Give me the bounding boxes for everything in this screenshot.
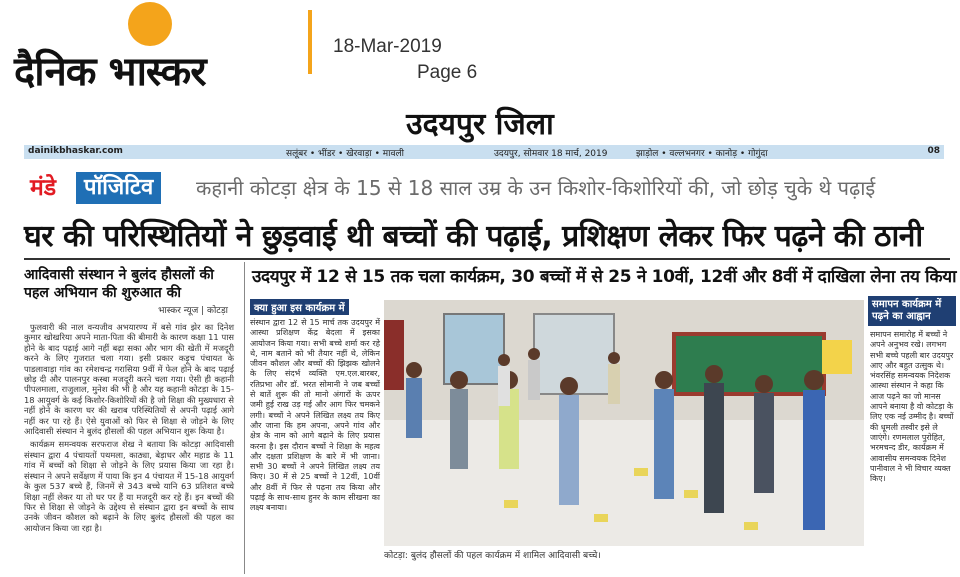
left-story-heading: आदिवासी संस्थान ने बुलंद हौसलों की पहल अभियान की शुरुआत की [24,267,214,301]
folio-dateline: उदयपुर, सोमवार 18 मार्च, 2019 [494,149,608,159]
right-story [868,296,956,574]
headline-rule [24,258,950,260]
middle-story-heading: क्या हुआ इस कार्यक्रम में [250,299,349,315]
kicker-text: कहानी कोटड़ा क्षेत्र के 15 से 18 साल उम्र के उन किशोर-किशोरियों की, जो छोड़ चुके थे पढ़ाई [196,176,876,200]
middle-story [250,296,380,574]
column-divider [244,262,245,574]
main-headline: घर की परिस्थितियों ने छुड़वाई थी बच्चों की पढ़ाई, प्रशिक्षण लेकर फिर पढ़ने की ठानी [24,219,923,254]
masthead [0,0,960,95]
news-photo [384,300,864,546]
folio-website: dainikbhaskar.com [28,146,123,156]
folio-bar [24,145,944,159]
left-story-body [20,316,238,533]
left-story-paragraph: फुलवारी की नाल वन्यजीव अभयारण्य में बसे गांव झेर का दिनेश कुमार खोखरिया अपने माता-पिता की बीमारी के कारण कक्षा 11 पास होने के बाद पढ़ाई आगे नहीं बढ़ा सका और भाग की खेती में मजदूरी करने के लिए गुजरात चला गया। इसी प्रकार कड़ूच पंचायत के पाडलावाड़ा गांव का रमेशचन्द्र गरासिया 9वीं में फेल होने के बाद पढ़ाई छोड़ दी और पालनपुर कस्बा मजदूरी करने चला गया। ऐसी ही कहानी पीपलमाला, राजुलाल, मुनेश की भी है और यह कहानी कोटड़ा के 15-18 आयुवर्ग के कई किशोर-किशोरियों की है जो शिक्षा की मुख्यधारा से नहीं होने के कारण घर की खराब परिस्थितियों से अपनी पढ़ाई आगे नहीं कर पा रहे हैं। ऐसे युवाओं को फिर से शिक्षा से जोड़ने के लिए आदिवासी संस्थान ने बुलंद हौसलों की पहल अभियान शुरू किया है। [24,322,234,437]
middle-story-body: संस्थान द्वारा 12 से 15 मार्च तक उदयपुर में आस्था प्रशिक्षण केंद्र बेदला में इसका आयोजन किया गया। सभी बच्चे शर्मा कर रहे थे, नाम बताने को भी तैयार नहीं थे, लेकिन जीवन कौशल और बच्चों की झिझक खोलने के लिए संदर्भ व्यक्ति एम.एल.बारबर, रतिप्रभा और डॉ. भरत सोमानी ने जब बच्चों से बातें शुरू की तो मानो अंगारों के ऊपर जमी हुई राख उड़ गई और आग फिर चमकने लगी। बच्चों ने अपने लिखित लक्ष्य तय किए और जाना कि हम अपना, अपने गांव और क्षेत्र के नाम को आगे बढ़ाने के लिए प्रयास करना है। इस दौरान बच्चों ने शिक्षा के महत्व और दक्षता प्रशिक्षण के बारे में भी जाना। सभी 30 बच्चों ने अपने लिखित लक्ष्य तय किए। 30 में से 25 बच्चों ने 12वीं, 10वीं और 8वीं में फिर से पढ़ना तय किया और पढ़ाई के साथ-साथ हुनर के काम सीखना का लक्ष्य बनाया। [250,318,380,513]
photo-caption: कोटड़ा: बुलंद हौसलों की पहल कार्यक्रम में शामिल आदिवासी बच्चे। [384,551,601,561]
left-story [20,262,238,572]
masthead-divider [308,10,312,74]
left-story-paragraph: कार्यक्रम समन्वयक सरफराज शेख ने बताया कि कोटड़ा आदिवासी संस्थान द्वारा 4 पंचायतों पथमला, काठ्या, बेड़ाधर और महाड के 11 गांव में बच्चों को शिक्षा से जोड़ने के लिए प्रयास किया जा रहा है। संस्थान ने अपने सर्वेक्षण में पाया कि इन 4 पंचायत में 15-18 आयुवर्ग के कुल 537 बच्चे हैं, जिनमें से 343 बच्चे यानि 63 प्रतिशत बच्चे शिक्षा नहीं लेकर या तो घर पर हैं या मजदूरी कर रहे हैं। इन बच्चों की फिर से शिक्षा से जोड़ने के उद्देश्य से संस्थान द्वारा इन बच्चों के साथ उनके जीवन कौशल को बढ़ाने के लिए बुलंद हौसलों की पहल का आयोजन किया जा रहा है। [24,439,234,533]
left-story-byline: भास्कर न्यूज | कोटड़ा [158,306,228,316]
sub-headline: उदयपुर में 12 से 15 तक चला कार्यक्रम, 30 बच्चों में से 25 ने 10वीं, 12वीं और 8वीं में दाखिला लेना तय किया [252,267,957,287]
kicker-row [24,170,944,206]
classroom-photo-illustration [384,300,864,546]
newspaper-logo: दैनिक भास्कर [14,49,206,95]
right-story-heading: समापन कार्यक्रम में पढ़ने का आह्वान [868,296,956,326]
positive-badge: पॉजिटिव [76,172,161,204]
page-number-label: Page 6 [417,62,478,83]
section-title: उदयपुर जिला [406,107,554,142]
folio-towns-left: सलूंबर • भींडर • खेरवाड़ा • मावली [286,149,404,159]
monday-badge: मंडे [24,172,62,204]
right-story-body: समापन समारोह में बच्चों ने अपने अनुभव रखे। लगभग सभी बच्चे पहली बार उदयपुर आए और बहुत उत्सुक थे। भंवरसिंह समन्वयक निदेशक आस्था संस्थान ने कहा कि आज पढ़ने का जो मानस आपने बनाया है वो कोटड़ा के लिए एक नई उम्मीद है। बच्चों की धूमली तस्वीर इसे ले जाएंगे। रणमलाल पुरोहित, भरमचन्द डीर, कार्यक्रम में आवासीय समन्वयक दिनेश पानीवाल ने भी विचार व्यक्त किए। [870,330,954,484]
publication-date: 18-Mar-2019 [333,36,442,57]
logo-sun-icon [128,2,172,46]
folio-page-number: 08 [927,146,940,156]
folio-towns-right: झाड़ोल • वल्लभनगर • कानोड़ • गोगुंदा [636,149,768,159]
